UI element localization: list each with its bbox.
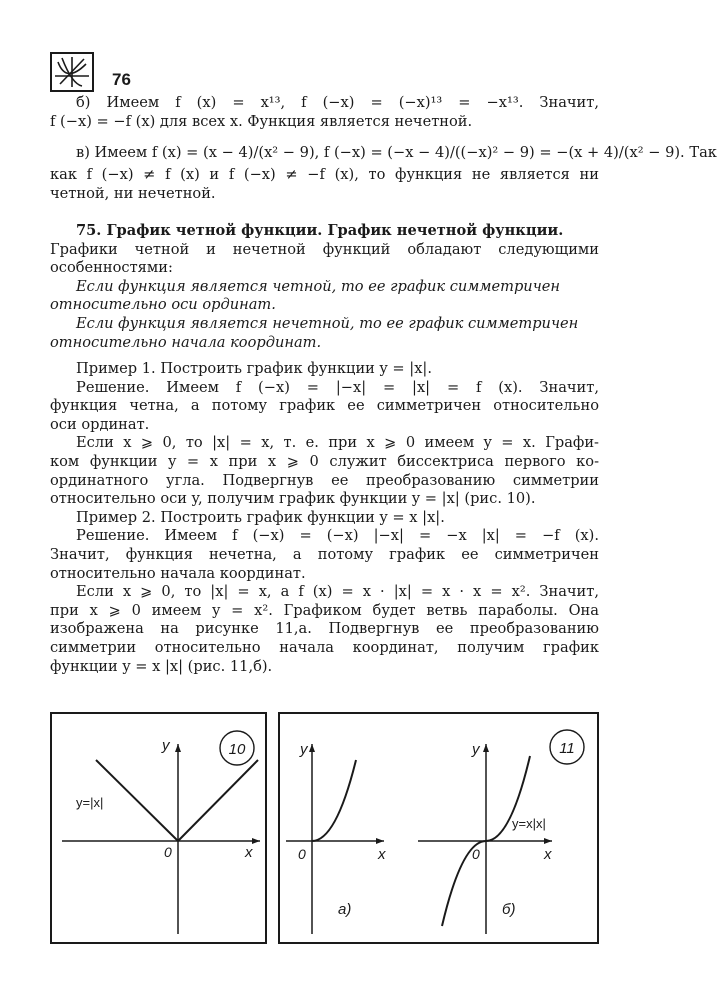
caption-b: б) bbox=[502, 901, 516, 918]
page-number: 76 bbox=[112, 70, 131, 89]
abs-curve-left bbox=[96, 760, 178, 841]
examples-block bbox=[50, 360, 599, 676]
x-axis-label-b: x bbox=[544, 846, 552, 863]
text-line: относительно начала координат. bbox=[50, 564, 306, 582]
curve-label-b: y=x|x| bbox=[512, 816, 546, 831]
text-line: функция четна, а потому график ее симметричен относительно bbox=[50, 397, 599, 415]
curve-label: y=|x| bbox=[76, 795, 104, 810]
rule-even-cont: относительно оси ординат. bbox=[50, 296, 276, 314]
figure-10 bbox=[50, 712, 267, 944]
function-graph-logo-icon bbox=[52, 54, 92, 90]
figure-number: 10 bbox=[228, 741, 246, 758]
y-axis-label-a: y bbox=[300, 741, 308, 758]
text-line: изображена на рисунке 11,а. Подвергнув ее преобразованию bbox=[50, 620, 599, 638]
rule-odd: Если функция является нечетной, то ее график симметричен bbox=[76, 314, 579, 332]
rule-odd-cont: относительно начала координат. bbox=[50, 333, 322, 351]
x-axis-label-a: x bbox=[378, 846, 386, 863]
text-line: ординатного угла. Подвергнув ее преобразованию симметрии bbox=[50, 471, 599, 489]
y-axis-arrow bbox=[175, 744, 181, 752]
x-axis-arrow bbox=[252, 838, 260, 844]
text-line: в) Имеем f (x) = (x − 4)/(x² − 9), f (−x) = (−x − 4)/((−x)² − 9) = −(x + 4)/(x² − 9). Так bbox=[76, 144, 717, 161]
text-line: Графики четной и нечетной функций обладают следующими bbox=[50, 240, 599, 258]
text-line: Решение. Имеем f (−x) = (−x) |−x| = −x |x| = −f (x). bbox=[76, 527, 599, 545]
x-axis-b-arrow bbox=[544, 838, 552, 844]
text-line: как f (−x) ≠ f (x) и f (−x) ≠ −f (x), то функция не является ни bbox=[50, 166, 599, 183]
figure-11-graph bbox=[280, 714, 597, 942]
text-line: оси ординат. bbox=[50, 415, 150, 433]
text-line: четной, ни нечетной. bbox=[50, 184, 216, 202]
abs-curve-right bbox=[178, 760, 258, 841]
figure-11 bbox=[278, 712, 599, 944]
x-axis-label: x bbox=[245, 844, 253, 861]
x-axis-a-arrow bbox=[376, 838, 384, 844]
figure-10-graph bbox=[52, 714, 265, 942]
origin-label-b: 0 bbox=[472, 846, 480, 862]
text-line: симметрии относительно начала координат, получим график bbox=[50, 638, 599, 656]
y-axis-label-b: y bbox=[472, 741, 480, 758]
figure-number: 11 bbox=[559, 740, 575, 757]
origin-label-a: 0 bbox=[298, 846, 306, 862]
text-line: относительно оси y, получим график функции y = |x| (рис. 10). bbox=[50, 490, 536, 508]
section-logo bbox=[50, 52, 94, 92]
example-b-block bbox=[50, 94, 599, 131]
text-line: особенностями: bbox=[50, 259, 173, 277]
caption-a: а) bbox=[338, 901, 352, 918]
y-axis-a-arrow bbox=[309, 744, 315, 752]
text-line: функции y = x |x| (рис. 11,б). bbox=[50, 657, 273, 675]
example-v-block bbox=[50, 140, 717, 203]
section-75 bbox=[50, 222, 599, 352]
example-2-title: Пример 2. Построить график функции y = x |x|. bbox=[76, 508, 445, 526]
text-line: Значит, функция нечетна, а потому график ее симметричен bbox=[50, 545, 599, 563]
example-1-title: Пример 1. Построить график функции y = |x|. bbox=[76, 360, 432, 377]
text-line: f (−x) = −f (x) для всех x. Функция является нечетной. bbox=[50, 112, 473, 130]
text-line: Решение. Имеем f (−x) = |−x| = |x| = f (x). Значит, bbox=[76, 378, 599, 396]
text-line: б) Имеем f (x) = x¹³, f (−x) = (−x)¹³ = −x¹³. Значит, bbox=[76, 94, 599, 111]
rule-even: Если функция является четной, то ее график симметричен bbox=[76, 277, 561, 295]
y-axis-label: y bbox=[162, 737, 170, 754]
origin-label: 0 bbox=[164, 844, 172, 860]
text-line: Если x ⩾ 0, то |x| = x, т. е. при x ⩾ 0 имеем y = x. Графи- bbox=[76, 434, 599, 452]
section-heading: 75. График четной функции. График нечетной функции. bbox=[76, 222, 564, 239]
text-line: Если x ⩾ 0, то |x| = x, а f (x) = x · |x| = x · x = x². Значит, bbox=[76, 583, 599, 601]
parabola-branch-a bbox=[312, 760, 356, 841]
text-line: при x ⩾ 0 имеем y = x². Графиком будет ветвь параболы. Она bbox=[50, 601, 599, 619]
text-line: ком функции y = x при x ⩾ 0 служит биссектриса первого ко- bbox=[50, 452, 599, 470]
y-axis-b-arrow bbox=[483, 744, 489, 752]
